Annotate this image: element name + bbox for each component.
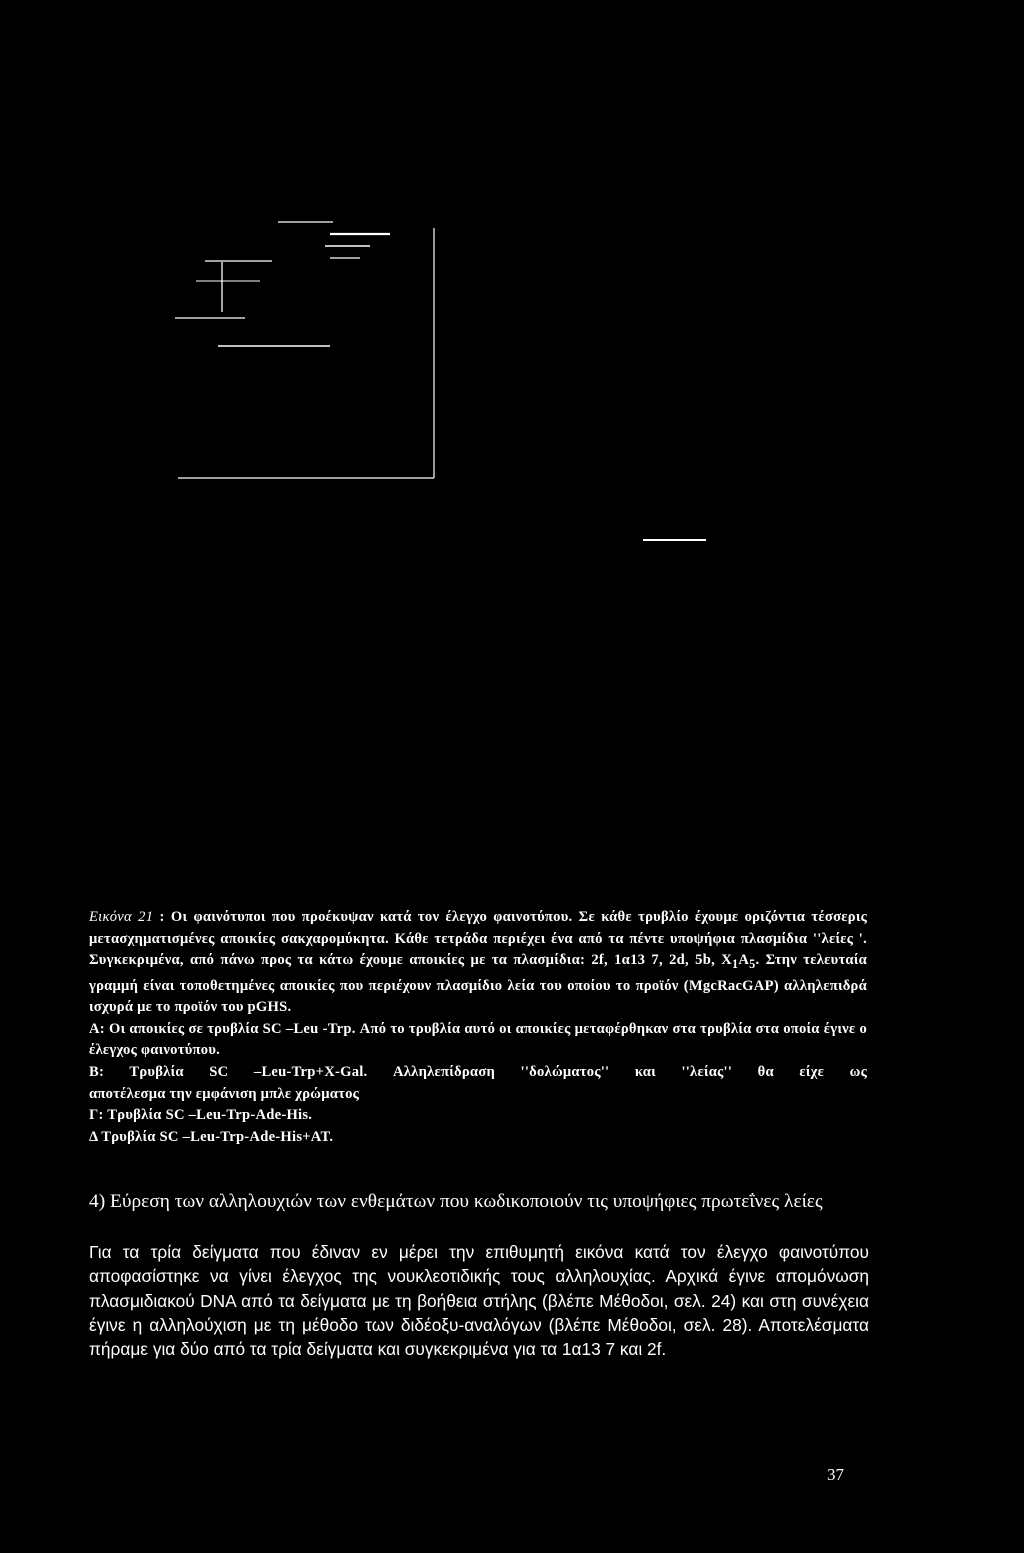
caption-panel-b: Β: Τρυβλία SC –Leu-Trp+X-Gal. Αλληλεπίδραση ''δολώματος'' και ''λείας'' θα είχε ως — [89, 1064, 867, 1081]
caption-intro: Εικόνα 21 : Οι φαινότυποι που προέκυψαν κατά τον έλεγχο φαινοτύπου. Σε κάθε τρυβλίο έχουμε οριζόντια τέσσερις μετασχηματισμένες αποικίες σακχαρομύκητα. Κάθε τετράδα περιέχει ένα από τα πέντε υποψήφια πλασμίδια ''λείες '. Συγκεκριμένα, από πάνω προς τα κάτω έχουμε αποικίες με τα πλασμίδια: 2f, 1α13 7, 2d, 5b, $X_1A_5$. Στην τελευταία γραμμή είναι τοποθετημένες αποικίες που περιέχουν πλασμίδιο λεία του οποίου το προϊόν (MgcRacGAP) αλληλεπιδρά ισχυρά με το προϊόν του pGHS. — [89, 909, 867, 1016]
caption-label: Εικόνα 21 — [89, 909, 154, 925]
caption-panel-b-continued: αποτέλεσμα την εμφάνιση μπλε χρώματος — [89, 1085, 360, 1102]
page-number: 37 — [827, 1465, 844, 1484]
caption-panel-c: Γ: Τρυβλία SC –Leu-Trp-Ade-His. — [89, 1107, 313, 1124]
figure-caption — [89, 907, 867, 1148]
caption-panel-d: Δ Τρυβλία SC –Leu-Trp-Ade-His+AT. — [89, 1128, 334, 1145]
figure-image — [0, 0, 1024, 560]
section-paragraph: Για τα τρία δείγματα που έδιναν εν μέρει την επιθυμητή εικόνα κατά τον έλεγχο φαινοτύπου αποφασίστηκε να γίνει έλεγχος της νουκλεοτιδικής τους αλληλουχίας. Αρχικά έγινε απομόνωση πλασμιδιακού DNA από τα δείγματα με τη βοήθεια στήλης (βλέπε Μέθοδοι, σελ. 24) και στη συνέχεια έγινε η αλληλούχιση με τη μέθοδο των διδέοξυ-αναλόγων (βλέπε Μέθοδοι, σελ. 28). Αποτελέσματα πήραμε για δύο από τα τρία δείγματα και συγκεκριμένα για τα 1α13 7 και 2f. — [89, 1242, 869, 1360]
caption-panel-a: Α: Οι αποικίες σε τρυβλία SC –Leu -Trp. Από το τρυβλία αυτό οι αποικίες μεταφέρθηκαν στα τρυβλία στα οποία έγινε ο έλεγχος φαινοτύπου. — [89, 1020, 867, 1059]
section-heading: 4) Εύρεση των αλληλουχιών των ενθεμάτων που κωδικοποιούν τις υποψήφιες πρωτεΐνες λείες — [89, 1191, 823, 1212]
